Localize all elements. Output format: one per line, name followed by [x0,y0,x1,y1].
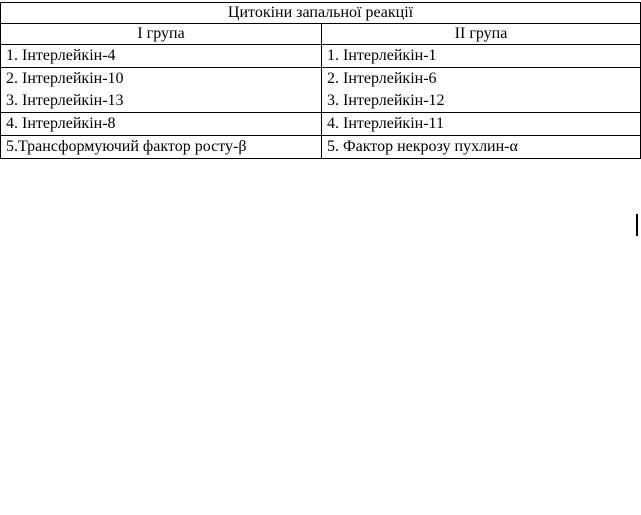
table-cell [322,113,641,136]
table-row [1,136,641,159]
table-header-row [1,24,641,45]
table-title-row [1,3,641,24]
cell-line: 2. Інтерлейкін-10 [6,70,124,87]
cell-line: 5.Трансформуючий фактор росту-β [6,138,247,155]
cell-line: 1. Інтерлейкін-4 [6,47,116,64]
table-title: Цитокіни запальної реакції [1,3,641,24]
cell-line: 1. Інтерлейкін-1 [327,47,437,64]
column-header-group-1: I група [1,24,322,45]
table-row [1,45,641,68]
cytokines-table [0,2,641,159]
column-header-group-2: II група [322,24,641,45]
cell-line: 2. Інтерлейкін-6 [327,70,437,87]
cell-line: 5. Фактор некрозу пухлин-α [327,138,518,155]
cell-line: 3. Інтерлейкін-13 [6,92,124,109]
table-cell [322,45,641,68]
table-cell [322,136,641,159]
table-cell [1,113,322,136]
table-cell [1,136,322,159]
table-cell [1,68,322,113]
table-cell [1,45,322,68]
table-row [1,68,641,113]
text-cursor-mark [636,214,638,236]
cell-line: 4. Інтерлейкін-8 [6,115,116,132]
table-cell [322,68,641,113]
cell-line: 4. Інтерлейкін-11 [327,115,444,132]
cell-line: 3. Інтерлейкін-12 [327,92,445,109]
table-row [1,113,641,136]
